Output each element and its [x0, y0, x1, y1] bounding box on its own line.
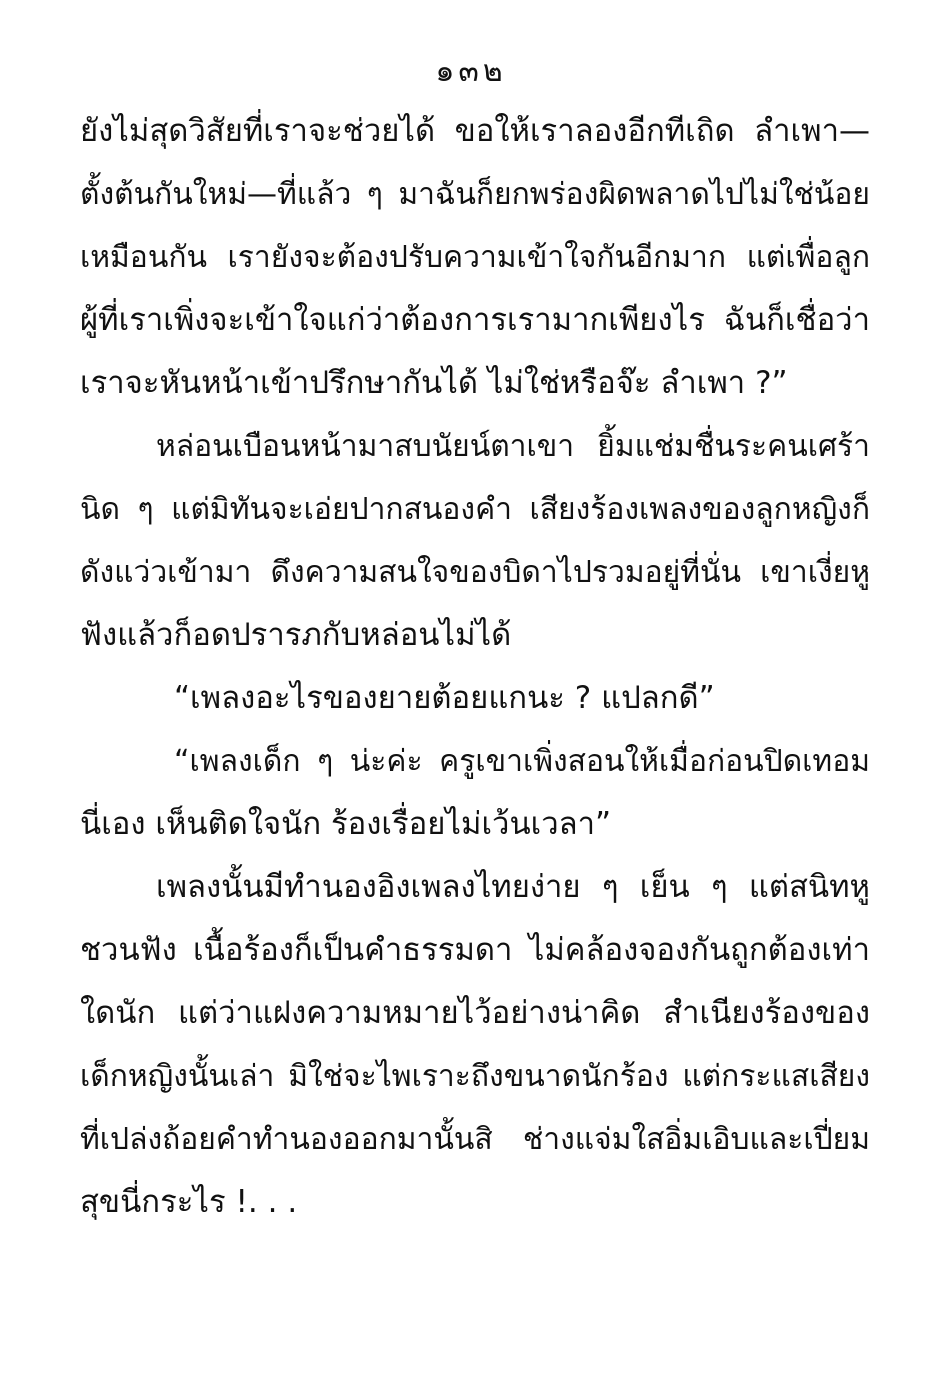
text-line: ใดนัก แต่ว่าแฝงความหมายไว้อย่างน่าคิด สำเนียงร้องของ: [80, 995, 870, 1031]
page-body-text: [80, 100, 870, 1234]
text-line: นิด ๆ แต่มิทันจะเอ่ยปากสนองคำ เสียงร้องเพลงของลูกหญิงก็: [80, 492, 870, 527]
text-line: ผู้ที่เราเพิ่งจะเข้าใจแก่ว่าต้องการเรามากเพียงไร ฉันก็เชื่อว่า: [80, 302, 870, 338]
text-line: ฟังแล้วก็อดปรารภกับหล่อนไม่ได้: [80, 617, 512, 653]
text-line: เหมือนกัน เรายังจะต้องปรับความเข้าใจกันอีกมาก แต่เพื่อลูก: [80, 240, 870, 275]
text-line: ชวนฟัง เนื้อร้องก็เป็นคำธรรมดา ไม่คล้องจองกันถูกต้องเท่า: [80, 932, 870, 968]
paragraph-first-line: หล่อนเบือนหน้ามาสบนัยน์ตาเขา ยิ้มแช่มชื่นระคนเศร้า: [156, 429, 870, 464]
text-line: นี่เอง เห็นติดใจนัก ร้องเรื่อยไม่เว้นเวลา”: [80, 806, 612, 842]
text-line: เด็กหญิงนั้นเล่า มิใช่จะไพเราะถึงขนาดนักร้อง แต่กระแสเสียง: [80, 1059, 870, 1094]
text-line: ตั้งต้นกันใหม่—ที่แล้ว ๆ มาฉันก็ยกพร่องผิดพลาดไปไม่ใช่น้อย: [80, 177, 870, 212]
text-line: ดังแว่วเข้ามา ดึงความสนใจของบิดาไปรวมอยู่ที่นั่น เขาเงี่ยหู: [80, 555, 870, 590]
page-number: ๑๓๒: [435, 54, 507, 89]
text-line: สุขนี่กระไร !. . .: [80, 1184, 298, 1220]
dialogue-line: “เพลงอะไรของยายต้อยแกนะ ? แปลกดี”: [174, 680, 715, 716]
paragraph-first-line: เพลงนั้นมีทำนองอิงเพลงไทยง่าย ๆ เย็น ๆ แต่สนิทหู: [156, 869, 870, 905]
text-line: เราจะหันหน้าเข้าปรึกษากันได้ ไม่ใช่หรือจ๊ะ ลำเพา ?”: [80, 365, 788, 401]
text-line: ยังไม่สุดวิสัยที่เราจะช่วยได้ ขอให้เราลองอีกทีเถิด ลำเพา—: [80, 113, 870, 149]
text-line: ที่เปล่งถ้อยคำทำนองออกมานั้นสิ ช่างแจ่มใสอิ่มเอิบและเปี่ยม: [80, 1122, 870, 1157]
dialogue-line: “เพลงเด็ก ๆ น่ะค่ะ ครูเขาเพิ่งสอนให้เมื่อก่อนปิดเทอม: [174, 744, 870, 779]
